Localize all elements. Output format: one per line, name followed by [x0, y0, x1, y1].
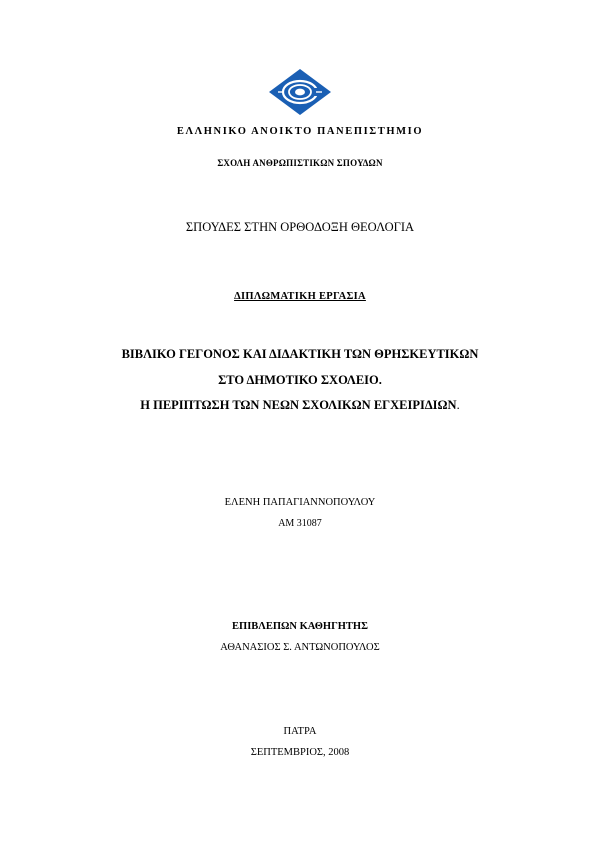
thesis-title-line-2: ΣΤΟ ΔΗΜΟΤΙΚΟ ΣΧΟΛΕΙΟ.	[218, 373, 382, 387]
student-id: ΑΜ 31087	[278, 518, 322, 529]
supervisor-label: ΕΠΙΒΛΕΠΩΝ ΚΑΘΗΓΗΤΗΣ	[232, 621, 368, 632]
thesis-title-line-3-period: .	[456, 398, 460, 412]
date: ΣΕΠΤΕΜΒΡΙΟΣ, 2008	[250, 747, 350, 758]
eap-university-logo-icon	[268, 68, 332, 116]
author-name: ΕΛΕΝΗ ΠΑΠΑΓΙΑΝΝΟΠΟΥΛΟΥ	[224, 497, 376, 508]
thesis-title-line-3-text: Η ΠΕΡΙΠΤΩΣΗ ΤΩΝ ΝΕΩΝ ΣΧΟΛΙΚΩΝ ΕΓΧΕΙΡΙΔΙΩΝ	[140, 398, 457, 412]
program-name: ΣΠΟΥΔΕΣ ΣΤΗΝ ΟΡΘΟΔΟΞΗ ΘΕΟΛΟΓΙΑ	[185, 220, 415, 234]
city: ΠΑΤΡΑ	[283, 726, 317, 737]
thesis-type: ΔΙΠΛΩΜΑΤΙΚΗ ΕΡΓΑΣΙΑ	[234, 291, 366, 302]
thesis-title-line-3	[0, 399, 600, 412]
supervisor-name: ΑΘΑΝΑΣΙΟΣ Σ. ΑΝΤΩΝΟΠΟΥΛΟΣ	[220, 642, 380, 653]
thesis-title-line-1: ΒΙΒΛΙΚΟ ΓΕΓΟΝΟΣ ΚΑΙ ΔΙΔΑΚΤΙΚΗ ΤΩΝ ΘΡΗΣΚΕΥΤΙΚΩΝ	[121, 347, 479, 361]
university-name: ΕΛΛΗΝΙΚΟ ΑΝΟΙΚΤΟ ΠΑΝΕΠΙΣΤΗΜΙΟ	[176, 126, 424, 137]
school-name: ΣΧΟΛΗ ΑΝΘΡΩΠΙΣΤΙΚΩΝ ΣΠΟΥΔΩΝ	[217, 158, 383, 168]
